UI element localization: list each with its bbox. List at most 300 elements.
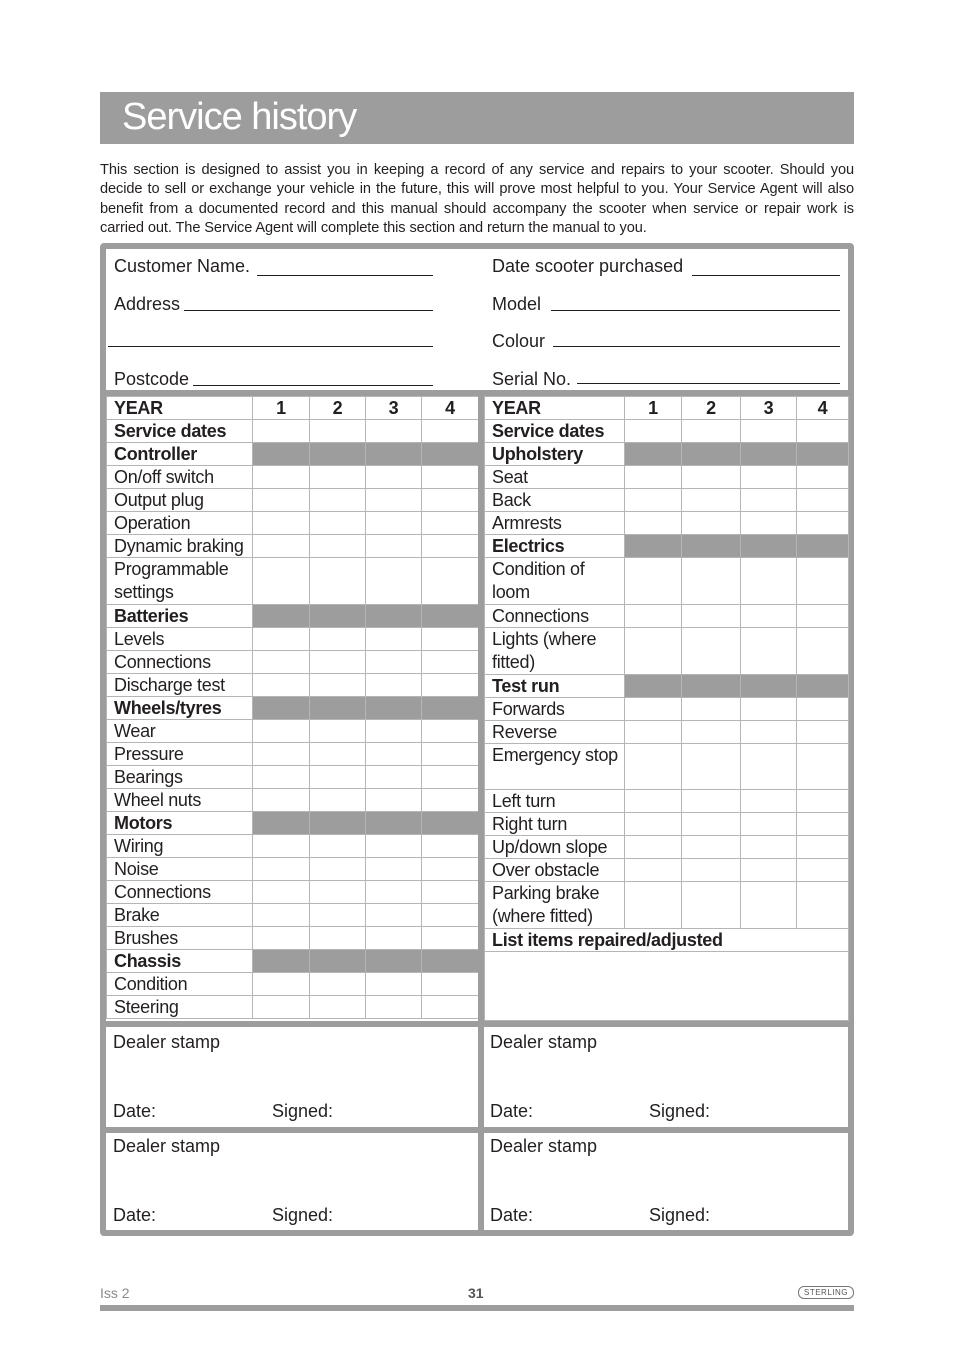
row-label: Motors: [107, 812, 253, 835]
check-cell[interactable]: [741, 813, 797, 836]
checklist-row: [485, 443, 849, 466]
year-2-header: 2: [310, 397, 366, 420]
row-label: Pressure: [107, 743, 253, 766]
check-cell[interactable]: [422, 881, 479, 904]
row-label: Steering: [107, 996, 253, 1019]
check-cell[interactable]: [625, 859, 682, 882]
check-cell[interactable]: [310, 558, 366, 605]
section-shade-cell: [422, 812, 479, 835]
check-cell[interactable]: [310, 789, 366, 812]
check-cell[interactable]: [366, 927, 422, 950]
row-label: Emergency stop: [485, 744, 625, 790]
section-shade-cell: [422, 950, 479, 973]
date-label: Date:: [490, 1101, 534, 1121]
check-cell[interactable]: [366, 489, 422, 512]
check-cell[interactable]: [366, 674, 422, 697]
check-cell[interactable]: [422, 466, 479, 489]
model-field[interactable]: [551, 310, 840, 311]
postcode-field[interactable]: [193, 385, 433, 386]
checklist-row: [485, 744, 849, 790]
row-label: Armrests: [485, 512, 625, 535]
checklist-row: [107, 927, 479, 950]
issue-number: Iss 2: [100, 1285, 130, 1301]
check-cell[interactable]: [422, 512, 479, 535]
checklist-row: [485, 512, 849, 535]
check-cell[interactable]: [253, 904, 310, 927]
check-cell[interactable]: [797, 512, 849, 535]
signed-label: Signed:: [272, 1101, 334, 1121]
row-label: Connections: [485, 605, 625, 628]
row-label: Condition of loom: [485, 558, 625, 605]
check-cell[interactable]: [422, 927, 479, 950]
row-label: Discharge test: [107, 674, 253, 697]
check-cell[interactable]: [682, 698, 741, 721]
checklist-row: [107, 512, 479, 535]
check-cell[interactable]: [366, 512, 422, 535]
check-cell[interactable]: [797, 558, 849, 605]
row-label: Brake: [107, 904, 253, 927]
check-cell[interactable]: [253, 489, 310, 512]
check-cell[interactable]: [625, 489, 682, 512]
section-shade-cell: [682, 535, 741, 558]
check-cell[interactable]: [741, 605, 797, 628]
row-label: Programmable settings: [107, 558, 253, 605]
checklist-row: [107, 628, 479, 651]
check-cell[interactable]: [741, 836, 797, 859]
section-shade-cell: [797, 535, 849, 558]
row-label: Controller: [107, 443, 253, 466]
check-cell[interactable]: [797, 744, 849, 790]
year-3-header: 3: [366, 397, 422, 420]
check-cell[interactable]: [625, 836, 682, 859]
check-cell[interactable]: [625, 721, 682, 744]
check-cell[interactable]: [310, 628, 366, 651]
check-cell[interactable]: [682, 721, 741, 744]
section-shade-cell: [366, 950, 422, 973]
check-cell[interactable]: [741, 882, 797, 929]
check-cell[interactable]: [253, 651, 310, 674]
check-cell[interactable]: [625, 882, 682, 929]
postcode-label: Postcode: [114, 369, 190, 389]
row-label: Noise: [107, 858, 253, 881]
check-cell[interactable]: [625, 512, 682, 535]
page-title: Service history: [122, 96, 357, 138]
colour-field[interactable]: [553, 346, 840, 347]
checklist-row: [107, 835, 479, 858]
checklist-row: [107, 881, 479, 904]
dealer-stamp-label: Dealer stamp: [490, 1032, 598, 1052]
row-label: Seat: [485, 466, 625, 489]
check-cell[interactable]: [310, 973, 366, 996]
checklist-row: [485, 420, 849, 443]
section-shade-cell: [253, 697, 310, 720]
row-label: Chassis: [107, 950, 253, 973]
date-label: Date:: [113, 1101, 157, 1121]
checklist-row: [107, 558, 479, 605]
section-shade-cell: [253, 812, 310, 835]
check-cell[interactable]: [310, 651, 366, 674]
check-cell[interactable]: [797, 628, 849, 675]
year-header-row: [485, 397, 849, 420]
check-cell[interactable]: [422, 628, 479, 651]
checklist-row: [107, 443, 479, 466]
row-label: Service dates: [485, 420, 625, 443]
checklist-row: [107, 766, 479, 789]
check-cell[interactable]: [797, 605, 849, 628]
check-cell[interactable]: [741, 721, 797, 744]
check-cell[interactable]: [422, 858, 479, 881]
stamp-divider-2: [100, 1127, 854, 1133]
row-label: Up/down slope: [485, 836, 625, 859]
check-cell[interactable]: [422, 674, 479, 697]
section-shade-cell: [310, 950, 366, 973]
check-cell[interactable]: [366, 881, 422, 904]
check-cell[interactable]: [422, 904, 479, 927]
address-field-2[interactable]: [108, 346, 433, 347]
check-cell[interactable]: [625, 790, 682, 813]
check-cell[interactable]: [310, 535, 366, 558]
check-cell[interactable]: [310, 466, 366, 489]
check-cell[interactable]: [741, 420, 797, 443]
section-shade-cell: [682, 675, 741, 698]
check-cell[interactable]: [253, 973, 310, 996]
checklist-row: [107, 489, 479, 512]
check-cell[interactable]: [741, 489, 797, 512]
check-cell[interactable]: [253, 420, 310, 443]
row-label: Wear: [107, 720, 253, 743]
check-cell[interactable]: [366, 904, 422, 927]
check-cell[interactable]: [422, 420, 479, 443]
repaired-header-row: [485, 929, 849, 952]
checklist-row: [107, 996, 479, 1019]
check-cell[interactable]: [741, 859, 797, 882]
row-label: On/off switch: [107, 466, 253, 489]
stamp-divider-1: [100, 1021, 854, 1027]
checklist-row: [107, 651, 479, 674]
row-label: Wheel nuts: [107, 789, 253, 812]
checklist-row: [107, 466, 479, 489]
colour-label: Colour: [492, 331, 546, 351]
address-label: Address: [114, 294, 181, 314]
section-shade-cell: [310, 812, 366, 835]
check-cell[interactable]: [366, 720, 422, 743]
row-label: Lights (where fitted): [485, 628, 625, 675]
check-cell[interactable]: [797, 790, 849, 813]
check-cell[interactable]: [310, 766, 366, 789]
check-cell[interactable]: [625, 813, 682, 836]
check-cell[interactable]: [797, 836, 849, 859]
check-cell[interactable]: [741, 698, 797, 721]
check-cell[interactable]: [625, 466, 682, 489]
check-cell[interactable]: [253, 512, 310, 535]
check-cell[interactable]: [741, 790, 797, 813]
row-label: Left turn: [485, 790, 625, 813]
year-1-header: 1: [253, 397, 310, 420]
date-label: Date:: [490, 1205, 534, 1225]
check-cell[interactable]: [366, 558, 422, 605]
check-cell[interactable]: [682, 420, 741, 443]
check-cell[interactable]: [625, 420, 682, 443]
check-cell[interactable]: [682, 466, 741, 489]
check-cell[interactable]: [366, 628, 422, 651]
repaired-items-label: List items repaired/adjusted: [485, 929, 849, 952]
row-label: Reverse: [485, 721, 625, 744]
check-cell[interactable]: [253, 881, 310, 904]
brand-logo: STERLING: [798, 1286, 854, 1299]
checklist-row: [107, 904, 479, 927]
check-cell[interactable]: [682, 813, 741, 836]
check-cell[interactable]: [682, 512, 741, 535]
section-shade-cell: [682, 443, 741, 466]
check-cell[interactable]: [422, 489, 479, 512]
row-label: Batteries: [107, 605, 253, 628]
right-checklist-table: [484, 396, 849, 1021]
section-shade-cell: [741, 443, 797, 466]
checklist-row: [485, 813, 849, 836]
section-shade-cell: [253, 605, 310, 628]
dealer-stamp-label: Dealer stamp: [490, 1136, 598, 1156]
check-cell[interactable]: [797, 882, 849, 929]
check-cell[interactable]: [741, 628, 797, 675]
check-cell[interactable]: [253, 558, 310, 605]
customer-name-field[interactable]: [257, 275, 433, 276]
check-cell[interactable]: [253, 743, 310, 766]
row-label: Connections: [107, 651, 253, 674]
section-shade-cell: [310, 443, 366, 466]
signed-label: Signed:: [272, 1205, 334, 1225]
repaired-items-field[interactable]: [485, 952, 849, 1021]
check-cell[interactable]: [366, 858, 422, 881]
serial-label: Serial No.: [492, 369, 572, 389]
check-cell[interactable]: [797, 721, 849, 744]
check-cell[interactable]: [310, 858, 366, 881]
checklist-row: [485, 882, 849, 929]
row-label: Operation: [107, 512, 253, 535]
section-shade-cell: [741, 535, 797, 558]
section-shade-cell: [422, 697, 479, 720]
checklist-row: [485, 836, 849, 859]
check-cell[interactable]: [741, 744, 797, 790]
checklist-row: [485, 466, 849, 489]
section-shade-cell: [797, 675, 849, 698]
check-cell[interactable]: [625, 605, 682, 628]
date-label: Date:: [113, 1205, 157, 1225]
check-cell[interactable]: [366, 420, 422, 443]
check-cell[interactable]: [366, 766, 422, 789]
check-cell[interactable]: [253, 674, 310, 697]
checklist-row: [107, 973, 479, 996]
check-cell[interactable]: [366, 835, 422, 858]
check-cell[interactable]: [310, 996, 366, 1019]
check-cell[interactable]: [253, 858, 310, 881]
check-cell[interactable]: [682, 882, 741, 929]
row-label: Forwards: [485, 698, 625, 721]
checklist-row: [107, 789, 479, 812]
row-label: Electrics: [485, 535, 625, 558]
check-cell[interactable]: [310, 720, 366, 743]
check-cell[interactable]: [422, 720, 479, 743]
checklist-row: [107, 674, 479, 697]
check-cell[interactable]: [422, 535, 479, 558]
repaired-items-area[interactable]: [485, 952, 849, 1021]
year-3-header: 3: [741, 397, 797, 420]
section-shade-cell: [253, 950, 310, 973]
check-cell[interactable]: [741, 512, 797, 535]
check-cell[interactable]: [253, 720, 310, 743]
center-divider: [478, 396, 484, 1236]
check-cell[interactable]: [310, 927, 366, 950]
check-cell[interactable]: [797, 859, 849, 882]
check-cell[interactable]: [797, 698, 849, 721]
check-cell[interactable]: [366, 466, 422, 489]
check-cell[interactable]: [366, 535, 422, 558]
row-label: Connections: [107, 881, 253, 904]
check-cell[interactable]: [422, 558, 479, 605]
row-label: Over obstacle: [485, 859, 625, 882]
check-cell[interactable]: [797, 813, 849, 836]
row-label: Wiring: [107, 835, 253, 858]
check-cell[interactable]: [797, 489, 849, 512]
row-label: Brushes: [107, 927, 253, 950]
checklist-row: [107, 720, 479, 743]
row-label: Parking brake (where fitted): [485, 882, 625, 929]
check-cell[interactable]: [682, 836, 741, 859]
section-shade-cell: [310, 697, 366, 720]
check-cell[interactable]: [797, 420, 849, 443]
year-4-header: 4: [422, 397, 479, 420]
signed-label: Signed:: [649, 1205, 711, 1225]
check-cell[interactable]: [741, 558, 797, 605]
serial-field[interactable]: [577, 383, 840, 384]
check-cell[interactable]: [422, 835, 479, 858]
page-number: 31: [468, 1285, 484, 1301]
check-cell[interactable]: [422, 743, 479, 766]
check-cell[interactable]: [310, 674, 366, 697]
section-shade-cell: [625, 675, 682, 698]
check-cell[interactable]: [682, 859, 741, 882]
check-cell[interactable]: [253, 628, 310, 651]
check-cell[interactable]: [253, 466, 310, 489]
section-shade-cell: [366, 605, 422, 628]
section-shade-cell: [741, 675, 797, 698]
check-cell[interactable]: [741, 466, 797, 489]
checklist-row: [485, 628, 849, 675]
dealer-stamp-label: Dealer stamp: [113, 1032, 221, 1052]
date-purchased-field[interactable]: [692, 275, 840, 276]
customer-name-label: Customer Name.: [114, 256, 251, 276]
check-cell[interactable]: [422, 973, 479, 996]
checklist-row: [485, 675, 849, 698]
check-cell[interactable]: [310, 904, 366, 927]
checklist-row: [107, 743, 479, 766]
check-cell[interactable]: [422, 766, 479, 789]
year-2-header: 2: [682, 397, 741, 420]
signed-label: Signed:: [649, 1101, 711, 1121]
check-cell[interactable]: [310, 512, 366, 535]
check-cell[interactable]: [682, 628, 741, 675]
check-cell[interactable]: [310, 420, 366, 443]
check-cell[interactable]: [366, 651, 422, 674]
check-cell[interactable]: [682, 744, 741, 790]
check-cell[interactable]: [310, 881, 366, 904]
section-shade-cell: [366, 697, 422, 720]
year-header: YEAR: [485, 397, 625, 420]
footer-rule: [100, 1305, 854, 1311]
section-shade-cell: [625, 443, 682, 466]
date-purchased-label: Date scooter purchased: [492, 256, 684, 276]
row-label: Service dates: [107, 420, 253, 443]
check-cell[interactable]: [625, 628, 682, 675]
section-shade-cell: [422, 443, 479, 466]
checklist-row: [107, 697, 479, 720]
section-shade-cell: [253, 443, 310, 466]
check-cell[interactable]: [682, 489, 741, 512]
year-1-header: 1: [625, 397, 682, 420]
check-cell[interactable]: [253, 535, 310, 558]
checklist-row: [485, 535, 849, 558]
checklist-row: [485, 859, 849, 882]
check-cell[interactable]: [366, 743, 422, 766]
checklist-row: [485, 698, 849, 721]
check-cell[interactable]: [310, 489, 366, 512]
check-cell[interactable]: [366, 996, 422, 1019]
section-shade-cell: [422, 605, 479, 628]
checklist-row: [485, 558, 849, 605]
row-label: Output plug: [107, 489, 253, 512]
row-label: Wheels/tyres: [107, 697, 253, 720]
checklist-row: [107, 858, 479, 881]
check-cell[interactable]: [310, 835, 366, 858]
check-cell[interactable]: [797, 466, 849, 489]
row-label: Bearings: [107, 766, 253, 789]
checklist-row: [485, 790, 849, 813]
check-cell[interactable]: [253, 835, 310, 858]
section-shade-cell: [366, 443, 422, 466]
row-label: Back: [485, 489, 625, 512]
check-cell[interactable]: [625, 698, 682, 721]
check-cell[interactable]: [625, 744, 682, 790]
checklist-row: [485, 605, 849, 628]
year-4-header: 4: [797, 397, 849, 420]
row-label: Test run: [485, 675, 625, 698]
checklist-row: [107, 535, 479, 558]
intro-paragraph: This section is designed to assist you in keeping a record of any service and repairs to your scooter. Should you decide to sell or exchange your vehicle in the future, this will prove most helpful to you. Your Service Agent will also benefit from a documented record and this manual should accompany the scooter when service or repair work is carried out. The Service Agent will complete this section and return the manual to you.: [100, 162, 854, 237]
check-cell[interactable]: [253, 996, 310, 1019]
check-cell[interactable]: [366, 789, 422, 812]
checklist-row: [107, 950, 479, 973]
check-cell[interactable]: [625, 558, 682, 605]
year-header: YEAR: [107, 397, 253, 420]
check-cell[interactable]: [422, 996, 479, 1019]
check-cell[interactable]: [253, 766, 310, 789]
row-label: Upholstery: [485, 443, 625, 466]
check-cell[interactable]: [366, 973, 422, 996]
checklist-row: [485, 721, 849, 744]
check-cell[interactable]: [253, 789, 310, 812]
check-cell[interactable]: [310, 743, 366, 766]
address-field-1[interactable]: [184, 310, 433, 311]
check-cell[interactable]: [422, 789, 479, 812]
check-cell[interactable]: [422, 651, 479, 674]
checklist-row: [485, 489, 849, 512]
check-cell[interactable]: [253, 927, 310, 950]
check-cell[interactable]: [682, 558, 741, 605]
model-label: Model: [492, 294, 542, 314]
section-shade-cell: [625, 535, 682, 558]
check-cell[interactable]: [682, 605, 741, 628]
check-cell[interactable]: [682, 790, 741, 813]
checklist-row: [107, 420, 479, 443]
